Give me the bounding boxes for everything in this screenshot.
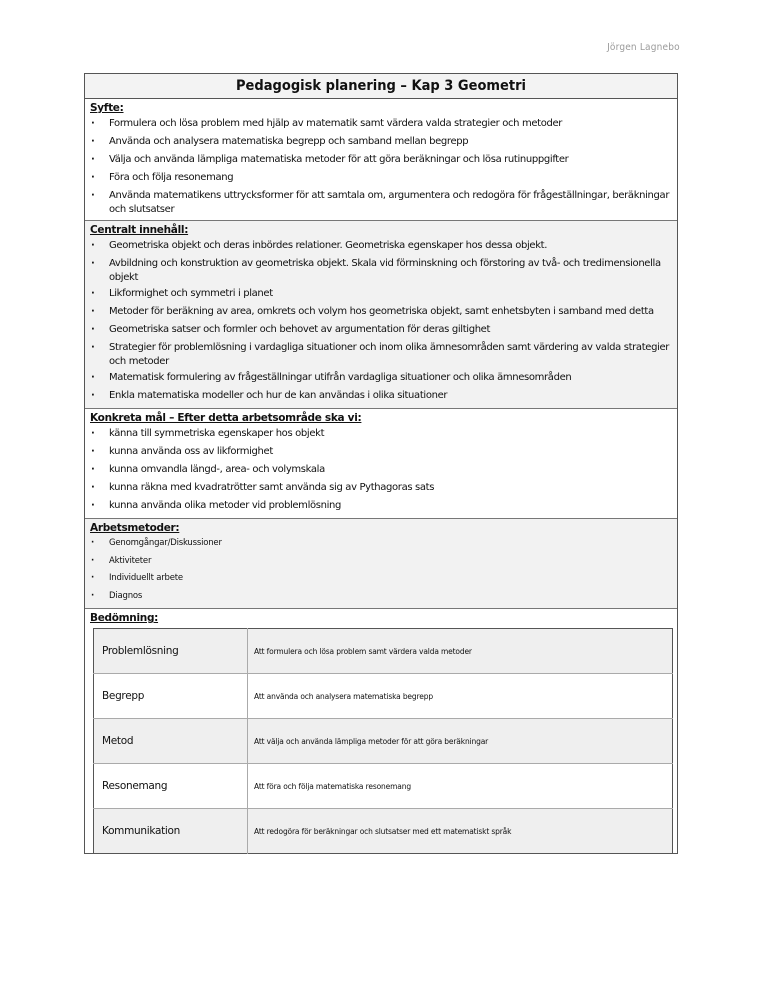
- list-item: · Matematisk formulering av frågeställningar utifrån vardagliga situationer och olika ämnesområden: [90, 369, 671, 387]
- author-name: Jörgen Lagnebo: [607, 42, 680, 53]
- list-item: · Välja och använda lämpliga matematiska metoder för att göra beräkningar och lösa rutinuppgifter: [90, 151, 671, 169]
- assessment-table: [93, 628, 673, 854]
- table-row: [94, 764, 673, 809]
- list-item: · Genomgångar/Diskussioner: [90, 535, 671, 553]
- assessment-category: Begrepp: [94, 674, 248, 719]
- table-row: [94, 809, 673, 854]
- list-item: · Geometriska objekt och deras inbördes relationer. Geometriska egenskaper hos dessa objekt.: [90, 237, 671, 255]
- document-title: Pedagogisk planering – Kap 3 Geometri: [85, 74, 677, 99]
- syfte-list: [90, 115, 671, 217]
- assessment-category: Problemlösning: [94, 629, 248, 674]
- assessment-category: Metod: [94, 719, 248, 764]
- list-item-continuation: och metoder: [109, 356, 169, 367]
- list-item: · Använda och analysera matematiska begrepp och samband mellan begrepp: [90, 133, 671, 151]
- list-item: · Likformighet och symmetri i planet: [90, 285, 671, 303]
- table-row: [94, 629, 673, 674]
- list-item: · Föra och följa resonemang: [90, 169, 671, 187]
- list-item: · Enkla matematiska modeller och hur de kan användas i olika situationer: [90, 387, 671, 405]
- section-konkreta-mal: [85, 409, 677, 519]
- table-row: [94, 719, 673, 764]
- arbetsmetoder-list: [90, 535, 671, 605]
- list-item: · kunna använda oss av likformighet: [90, 443, 671, 461]
- konkreta-list: [90, 425, 671, 515]
- list-item-continuation: objekt: [109, 272, 139, 283]
- list-item: · Metoder för beräkning av area, omkrets och volym hos geometriska objekt, samt enhetsbyten i samband med detta: [90, 303, 671, 321]
- list-item: [90, 339, 671, 369]
- list-item: [90, 187, 671, 217]
- list-item: · kunna använda olika metoder vid problemlösning: [90, 497, 671, 515]
- list-item: · Geometriska satser och formler och behovet av argumentation för deras giltighet: [90, 321, 671, 339]
- list-item: · kunna omvandla längd-, area- och volymskala: [90, 461, 671, 479]
- assessment-category: Resonemang: [94, 764, 248, 809]
- assessment-category: Kommunikation: [94, 809, 248, 854]
- section-heading: Bedömning:: [90, 612, 159, 624]
- list-item-text: Strategier för problemlösning i vardagliga situationer och inom olika ämnesområden samt värdering av valda strategier: [109, 342, 670, 353]
- list-item-text: Avbildning och konstruktion av geometriska objekt. Skala vid förminskning och förstoring av två- och tredimensionella: [109, 258, 661, 269]
- list-item: · känna till symmetriska egenskaper hos objekt: [90, 425, 671, 443]
- list-item: [90, 255, 671, 285]
- list-item: · Aktiviteter: [90, 553, 671, 571]
- centralt-list: [90, 237, 671, 405]
- section-heading: Arbetsmetoder:: [90, 522, 180, 534]
- section-heading: Centralt innehåll:: [90, 224, 189, 236]
- assessment-description: Att formulera och lösa problem samt värdera valda metoder: [248, 629, 673, 674]
- list-item-text: Använda matematikens uttrycksformer för att samtala om, argumentera och redogöra för frågeställningar, beräkningar: [109, 190, 670, 201]
- list-item: · Diagnos: [90, 588, 671, 606]
- section-centralt-innehall: [85, 221, 677, 409]
- assessment-description: Att använda och analysera matematiska begrepp: [248, 674, 673, 719]
- assessment-description: Att föra och följa matematiska resonemang: [248, 764, 673, 809]
- list-item: · Formulera och lösa problem med hjälp av matematik samt värdera valda strategier och metoder: [90, 115, 671, 133]
- section-heading: Konkreta mål – Efter detta arbetsområde ska vi:: [90, 412, 362, 424]
- list-item: · Individuellt arbete: [90, 570, 671, 588]
- list-item-continuation: och slutsatser: [109, 204, 175, 215]
- planning-document: [84, 73, 678, 854]
- assessment-description: Att redogöra för beräkningar och slutsatser med ett matematiskt språk: [248, 809, 673, 854]
- section-bedomning: [85, 609, 677, 865]
- assessment-description: Att välja och använda lämpliga metoder för att göra beräkningar: [248, 719, 673, 764]
- table-row: [94, 674, 673, 719]
- section-syfte: [85, 99, 677, 221]
- list-item: · kunna räkna med kvadratrötter samt använda sig av Pythagoras sats: [90, 479, 671, 497]
- section-arbetsmetoder: [85, 519, 677, 609]
- section-heading: Syfte:: [90, 102, 124, 114]
